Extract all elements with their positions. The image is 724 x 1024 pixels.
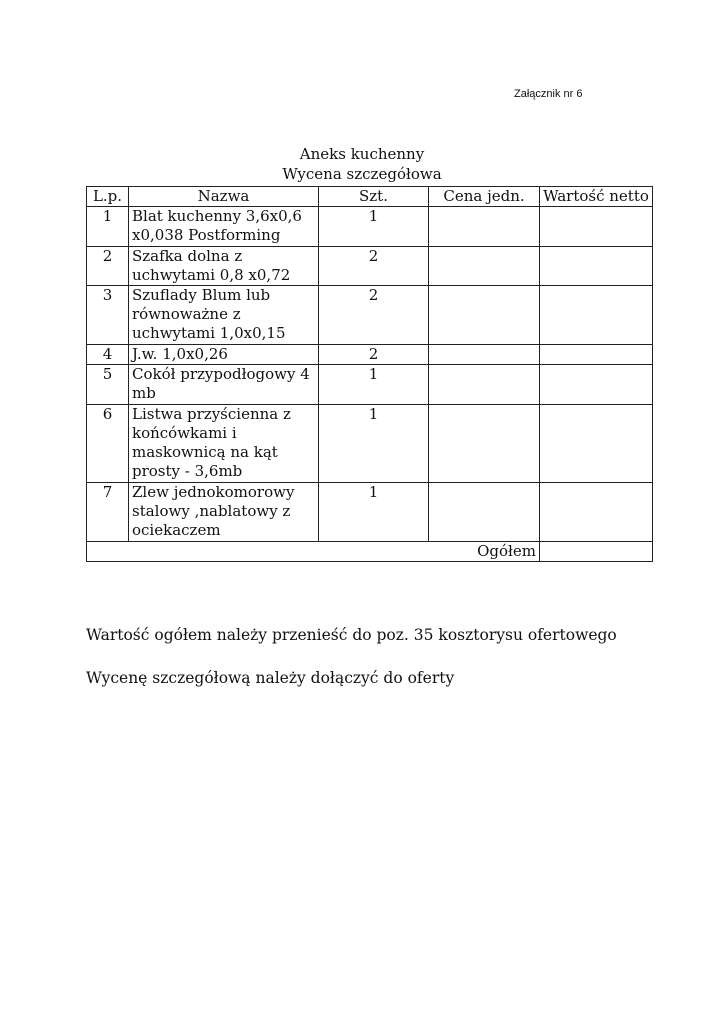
cell-name: J.w. 1,0x0,26 (129, 345, 319, 365)
header-name: Nazwa (129, 187, 319, 207)
cell-qty: 1 (319, 405, 429, 483)
table-row (87, 286, 653, 345)
header-qty: Szt. (319, 187, 429, 207)
cell-net-value (540, 483, 653, 542)
table-row (87, 345, 653, 365)
total-label: Ogółem (87, 542, 540, 562)
note-transfer-total: Wartość ogółem należy przenieść do poz. 35 kosztorysu ofertowego (86, 626, 617, 644)
cell-name: Cokół przypodłogowy 4 mb (129, 365, 319, 405)
cell-qty: 1 (319, 483, 429, 542)
cell-name: Blat kuchenny 3,6x0,6 x0,038 Postforming (129, 207, 319, 247)
attachment-label: Załącznik nr 6 (514, 88, 583, 100)
cell-lp: 3 (87, 286, 129, 345)
cell-net-value (540, 247, 653, 286)
header-unit-price: Cena jedn. (429, 187, 540, 207)
cell-qty: 2 (319, 247, 429, 286)
cell-net-value (540, 286, 653, 345)
cell-net-value (540, 365, 653, 405)
table-row (87, 483, 653, 542)
cell-unit-price (429, 405, 540, 483)
document-title: Aneks kuchenny (299, 145, 425, 163)
cell-unit-price (429, 483, 540, 542)
cell-net-value (540, 345, 653, 365)
cell-lp: 2 (87, 247, 129, 286)
cell-lp: 7 (87, 483, 129, 542)
cell-qty: 1 (319, 207, 429, 247)
cell-lp: 5 (87, 365, 129, 405)
total-value (540, 542, 653, 562)
cell-qty: 2 (319, 286, 429, 345)
header-net-value: Wartość netto (540, 187, 653, 207)
table-header-row (87, 187, 653, 207)
document-subtitle: Wycena szczegółowa (282, 165, 442, 183)
pricing-table (86, 186, 653, 562)
cell-name: Szafka dolna z uchwytami 0,8 x0,72 (129, 247, 319, 286)
cell-net-value (540, 405, 653, 483)
cell-unit-price (429, 286, 540, 345)
cell-name: Zlew jednokomorowy stalowy ,nablatowy z ociekaczem (129, 483, 319, 542)
note-attach-quote: Wycenę szczegółową należy dołączyć do oferty (86, 669, 455, 687)
cell-name: Listwa przyścienna z końcówkami i maskownicą na kąt prosty - 3,6mb (129, 405, 319, 483)
total-row (87, 542, 653, 562)
cell-unit-price (429, 207, 540, 247)
cell-name: Szuflady Blum lub równoważne z uchwytami 1,0x0,15 (129, 286, 319, 345)
table-row (87, 207, 653, 247)
cell-lp: 6 (87, 405, 129, 483)
table-row (87, 405, 653, 483)
cell-lp: 1 (87, 207, 129, 247)
header-lp: L.p. (87, 187, 129, 207)
cell-net-value (540, 207, 653, 247)
table-row (87, 247, 653, 286)
table-row (87, 365, 653, 405)
cell-unit-price (429, 247, 540, 286)
cell-lp: 4 (87, 345, 129, 365)
cell-qty: 1 (319, 365, 429, 405)
cell-unit-price (429, 365, 540, 405)
cell-qty: 2 (319, 345, 429, 365)
cell-unit-price (429, 345, 540, 365)
